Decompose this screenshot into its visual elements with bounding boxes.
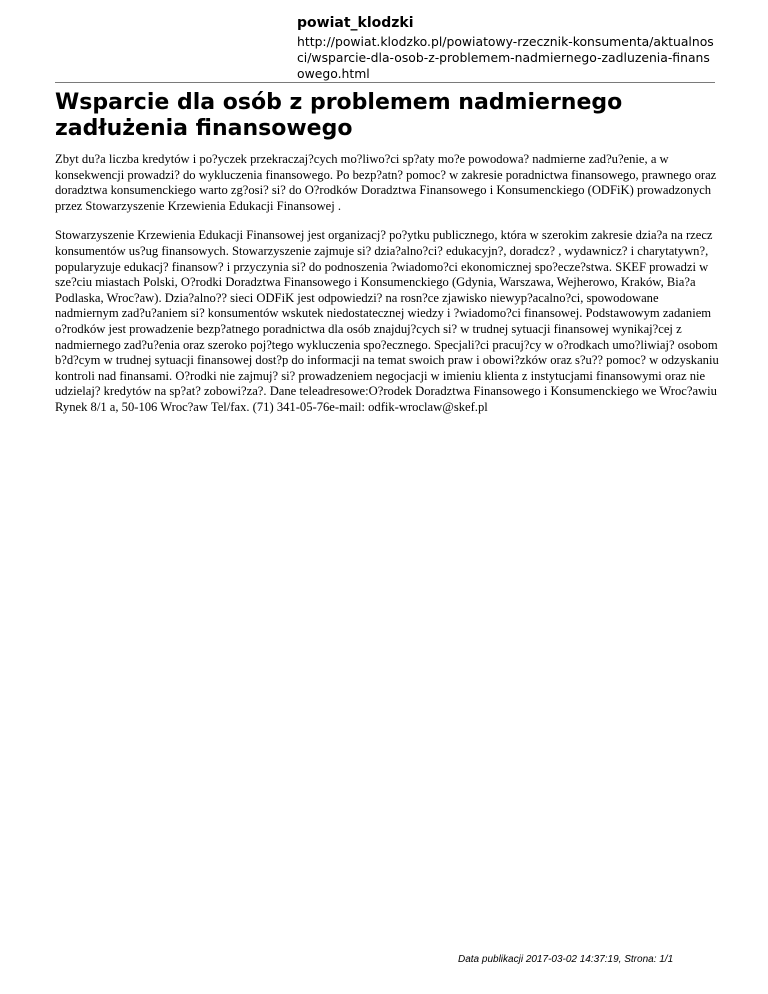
site-name: powiat_klodzki [297, 15, 414, 31]
source-url: http://powiat.klodzko.pl/powiatowy-rzecznik-konsumenta/aktualnosci/wsparcie-dla-osob-z-problemem-nadmiernego-zadluzenia-finansowego.html [297, 34, 714, 81]
article-paragraph-details: Stowarzyszenie Krzewienia Edukacji Finansowej jest organizacj? po?ytku publicznego, która w szerokim zakresie dzia?a na rzecz konsumentów us?ug finansowych. Stowarzyszenie zajmuje si? dzia?alno?ci? edukacyjn?, doradcz? , wydawnicz? i charytatywn?, popularyzuje edukacj? finansow? i przyczynia si? do podnoszenia ?wiadomo?ci ekonomicznej spo?ecze?stwa. SKEF prowadzi w sze?ciu miastach Polski, O?rodki Doradztwa Finansowego i Konsumenckiego (Gdynia, Warszawa, Wejherowo, Kraków, Bia?a Podlaska, Wroc?aw). Dzia?alno?? sieci ODFiK jest odpowiedzi? na rosn?ce zjawisko niewyp?acalno?ci, spowodowane nadmiernym zad?u?aniem si? konsumentów wskutek niedostatecznej wiedzy i ?wiadomo?ci finansowej. Podstawowym zadaniem o?rodków jest prowadzenie bezp?atnego poradnictwa dla osób znajduj?cych si? w trudnej sytuacji finansowej wynikaj?cej z nadmiernego zad?u?enia oraz szeroko poj?tego wykluczenia spo?ecznego. Specjali?ci pracuj?cy w o?rodkach umo?liwiaj? osobom b?d?cym w trudnej sytuacji finansowej dost?p do informacji na temat swoich praw i obowi?zków oraz s?u?? pomoc? w odzyskaniu kontroli nad finansami. O?rodki nie zajmuj? si? prowadzeniem negocjacji w imieniu klienta z instytucjami finansowymi oraz nie udzielaj? kredytów na sp?at? zobowi?za?. Dane teleadresowe:O?rodek Doradztwa Finansowego i Konsumenckiego we Wroc?awiu Rynek 8/1 a, 50-106 Wroc?aw Tel/fax. (71) 341-05-76e-mail: odfik-wroclaw@skef.pl [55, 228, 719, 414]
document-header [297, 14, 717, 82]
publication-footer: Data publikacji 2017-03-02 14:37:19, Strona: 1/1 [458, 954, 674, 965]
article-paragraph-intro: Zbyt du?a liczba kredytów i po?yczek przekraczaj?cych mo?liwo?ci sp?aty mo?e powodowa? nadmierne zad?u?enie, a w konsekwencji prowadzi? do wykluczenia finansowego. Po bezp?atn? pomoc? w zakresie poradnictwa finansowego, prawnego oraz doradztwa konsumenckiego warto zg?osi? si? do O?rodków Doradztwa Finansowego i Konsumenckiego (ODFiK) prowadzonych przez Stowarzyszenie Krzewienia Edukacji Finansowej . [55, 152, 717, 213]
article-title: Wsparcie dla osób z problemem nadmiernego zadłużenia finansowego [55, 90, 623, 141]
article-body [55, 152, 720, 430]
header-divider [55, 82, 715, 83]
